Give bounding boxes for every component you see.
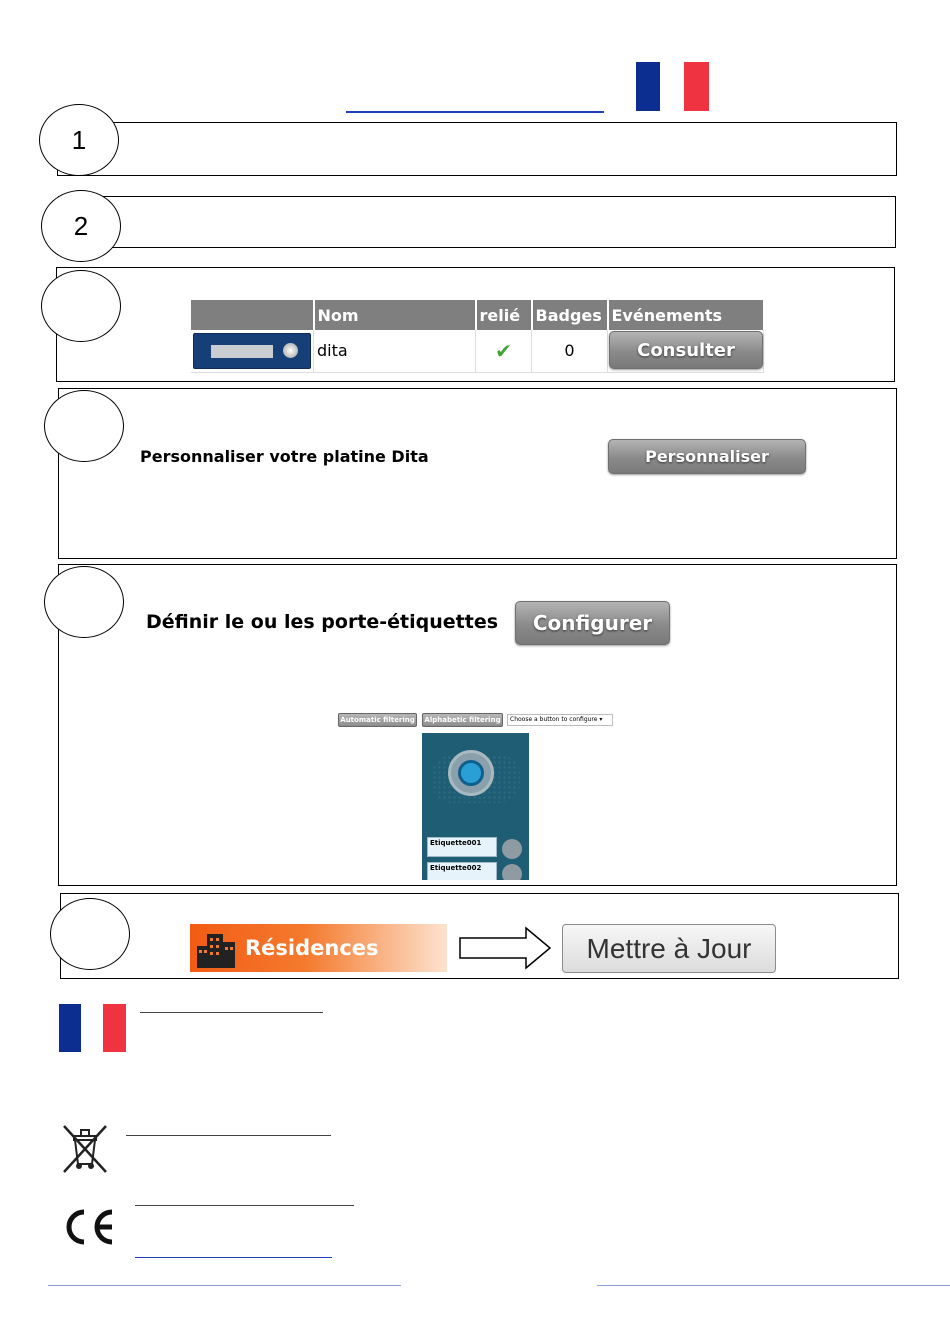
header-events: Evénements <box>608 300 764 330</box>
step-3-badge <box>41 270 121 342</box>
device-table-container <box>191 300 765 373</box>
call-button-2[interactable] <box>502 864 522 880</box>
step-5-badge <box>44 566 124 638</box>
personnaliser-button[interactable]: Personnaliser <box>608 439 806 474</box>
device-table <box>191 300 765 373</box>
french-flag-icon-footer <box>59 1004 126 1052</box>
configurer-button[interactable]: Configurer <box>515 601 670 645</box>
residences-label: Résidences <box>245 936 379 960</box>
bottom-rule-right <box>597 1285 950 1286</box>
footer-line-3 <box>135 1205 354 1206</box>
badges-count: 0 <box>532 330 608 372</box>
device-thumbnail-cell <box>191 330 314 372</box>
footer-link-underline[interactable] <box>135 1257 332 1258</box>
mettre-a-jour-button[interactable]: Mettre à Jour <box>562 924 776 973</box>
alphabetic-filtering-button[interactable]: Alphabetic filtering <box>422 713 503 727</box>
automatic-filtering-button[interactable]: Automatic filtering <box>338 713 417 727</box>
header-image <box>191 300 314 330</box>
header-name: Nom <box>314 300 476 330</box>
arrow-right-icon <box>458 926 552 970</box>
footer-line-2 <box>126 1135 331 1136</box>
camera-icon <box>448 750 494 796</box>
dita-panel-thumbnail <box>193 333 311 369</box>
header-linked: relié <box>476 300 532 330</box>
table-row <box>191 330 764 372</box>
buildings-icon <box>195 928 237 968</box>
step-1-badge <box>39 104 119 176</box>
weee-recycling-bin-icon <box>60 1124 110 1174</box>
label-holders-label: Définir le ou les porte-étiquettes <box>146 611 499 633</box>
step-4-badge <box>44 390 124 462</box>
ce-mark-icon <box>62 1208 118 1246</box>
consulter-button[interactable]: Consulter <box>609 331 763 369</box>
dita-panel-preview <box>422 733 529 880</box>
french-flag-icon <box>636 62 709 111</box>
label-slot-2[interactable]: Etiquette002 <box>427 862 497 880</box>
step-1-box <box>57 122 897 176</box>
footer-line-1 <box>140 1012 323 1013</box>
step-6-badge <box>50 898 130 970</box>
step-2-box <box>58 196 896 248</box>
step-1-number: 1 <box>71 124 87 155</box>
button-configure-select[interactable]: Choose a button to configure ▾ <box>507 714 613 726</box>
linked-check-icon: ✔ <box>476 330 532 372</box>
device-name: dita <box>314 330 476 372</box>
header-badges: Badges <box>532 300 608 330</box>
step-2-badge <box>41 190 121 262</box>
label-slot-1[interactable]: Etiquette001 <box>427 837 497 857</box>
call-button-1[interactable] <box>502 839 522 859</box>
residences-menu-item[interactable] <box>190 924 447 972</box>
top-link-underline[interactable] <box>346 111 604 113</box>
bottom-rule-left <box>48 1285 401 1286</box>
events-cell <box>608 330 764 372</box>
step-2-number: 2 <box>73 210 89 241</box>
customize-label: Personnaliser votre platine Dita <box>140 447 429 466</box>
